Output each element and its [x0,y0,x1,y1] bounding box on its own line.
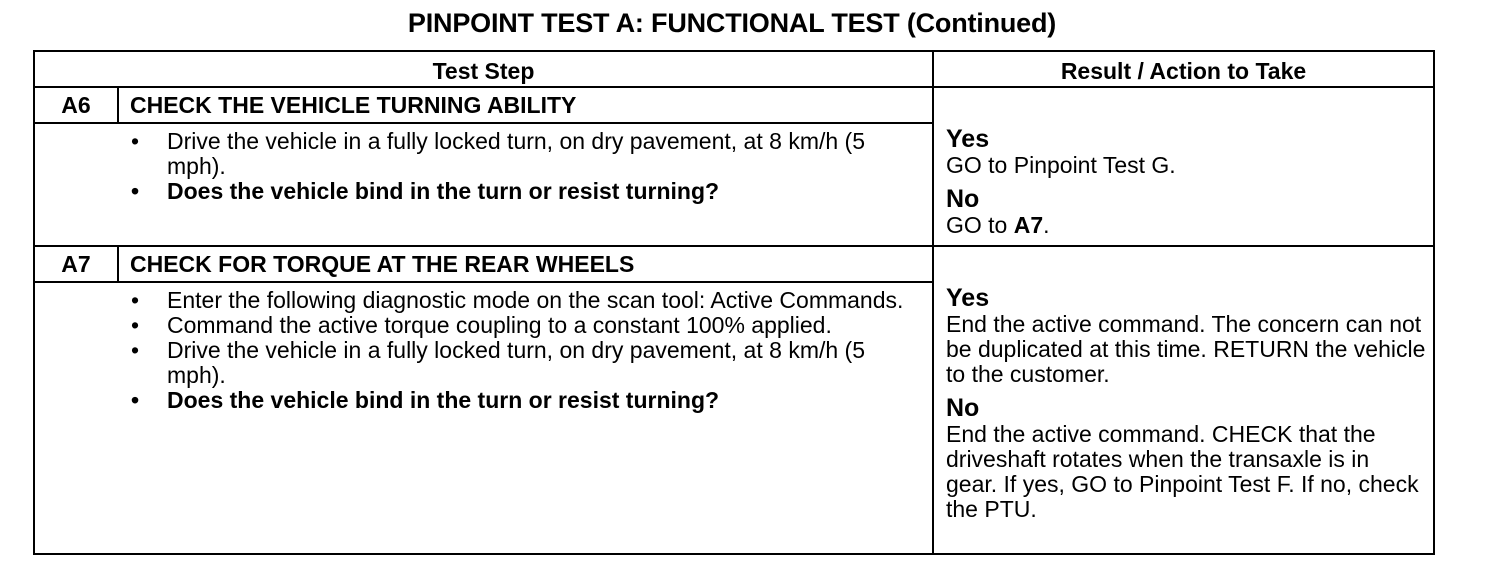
step-id-divider-a6 [117,88,119,122]
step-a6-bullets [125,129,925,204]
yes-label: Yes [946,125,990,153]
header-result-action: Result / Action to Take [1060,58,1307,84]
bullet-icon: • [130,178,140,204]
bullet-icon: • [130,128,140,154]
step-id-a7: A7 [61,251,91,277]
no-action: End the active command. CHECK that the driveshaft rotates when the transaxle is in gear. If yes, GO to Pinpoint Test F. If no, check the PTU. [946,421,1419,522]
bullet-icon: • [130,287,140,313]
pinpoint-test-table [33,50,1435,555]
bullet-icon: • [130,312,140,338]
bullet-icon: • [130,337,140,363]
header-test-step: Test Step [432,58,535,84]
step-id-divider-a7 [117,247,119,281]
step-title-divider-a6 [35,122,932,124]
yes-action: End the active command. The concern can not be duplicated at this time. RETURN the vehicle to the customer. [946,311,1426,387]
step-title-a7: CHECK FOR TORQUE AT THE REAR WHEELS [130,251,635,277]
result-a6 [946,124,1426,246]
yes-action: GO to Pinpoint Test G. [946,152,1176,178]
bullet-item: • Command the active torque coupling to a constant 100% applied. [125,313,925,338]
result-a7 [946,283,1426,530]
bullet-question: • Does the vehicle bind in the turn or resist turning? [125,179,925,204]
bullet-item: • Drive the vehicle in a fully locked turn, on dry pavement, at 8 km/h (5 mph). [125,129,925,179]
step-title-divider-a7 [35,281,932,283]
page-title: PINPOINT TEST A: FUNCTIONAL TEST (Continued) [407,8,1057,38]
no-label: No [946,185,980,213]
no-label: No [946,394,980,422]
bullet-question: • Does the vehicle bind in the turn or resist turning? [125,388,925,413]
no-action: GO to A7. [946,212,1050,238]
bullet-item: • Enter the following diagnostic mode on the scan tool: Active Commands. [125,288,925,313]
step-title-a6: CHECK THE VEHICLE TURNING ABILITY [130,92,577,118]
column-divider [932,52,934,553]
step-a7-bullets [125,288,925,413]
bullet-item: • Drive the vehicle in a fully locked turn, on dry pavement, at 8 km/h (5 mph). [125,338,925,388]
yes-label: Yes [946,284,990,312]
bullet-icon: • [130,387,140,413]
step-id-a6: A6 [61,92,91,118]
